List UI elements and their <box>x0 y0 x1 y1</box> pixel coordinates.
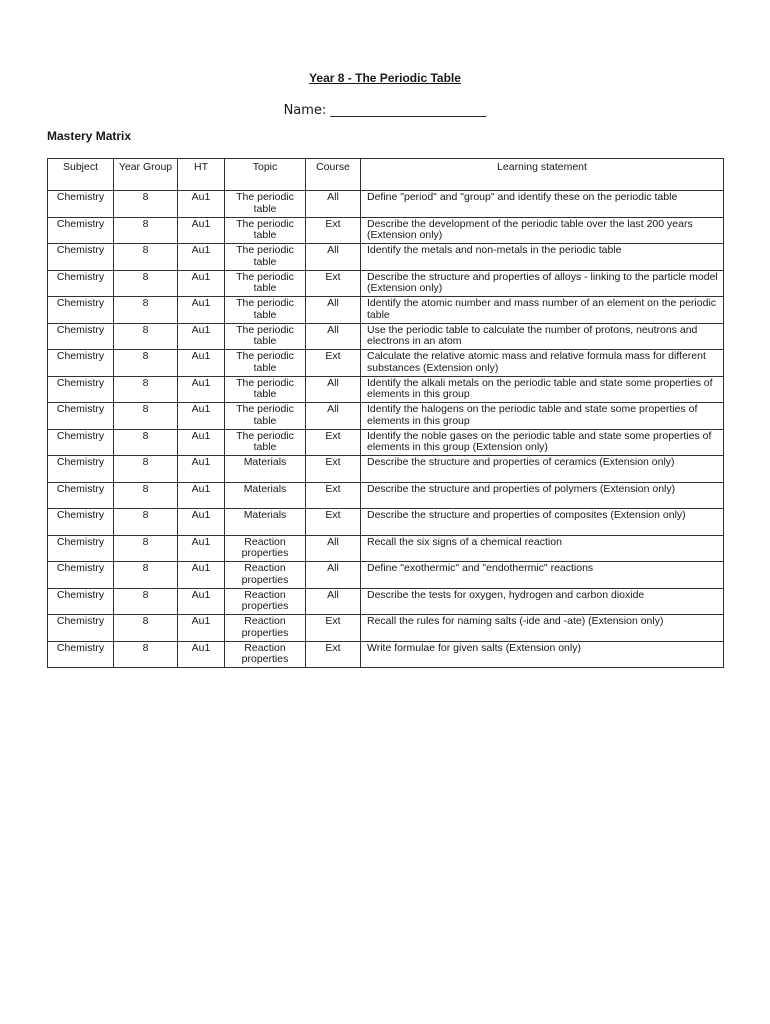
table-row <box>48 217 724 244</box>
topic-cell: Materials <box>225 482 306 509</box>
subject-cell: Chemistry <box>48 191 114 218</box>
learning-statement-cell: Describe the structure and properties of polymers (Extension only) <box>361 482 724 509</box>
course-cell: Ext <box>306 350 361 377</box>
course-cell: Ext <box>306 456 361 483</box>
header-year-group: Year Group <box>114 159 178 191</box>
ht-cell: Au1 <box>178 615 225 642</box>
year-group-cell: 8 <box>114 323 178 350</box>
ht-cell: Au1 <box>178 562 225 589</box>
learning-statement-cell: Describe the structure and properties of composites (Extension only) <box>361 509 724 536</box>
topic-cell: The periodic table <box>225 270 306 297</box>
table-row <box>48 482 724 509</box>
topic-cell: The periodic table <box>225 429 306 456</box>
subject-cell: Chemistry <box>48 456 114 483</box>
header-course: Course <box>306 159 361 191</box>
year-group-cell: 8 <box>114 535 178 562</box>
ht-cell: Au1 <box>178 456 225 483</box>
topic-cell: The periodic table <box>225 323 306 350</box>
subject-cell: Chemistry <box>48 615 114 642</box>
table-row <box>48 323 724 350</box>
table-row <box>48 588 724 615</box>
subject-cell: Chemistry <box>48 562 114 589</box>
ht-cell: Au1 <box>178 217 225 244</box>
year-group-cell: 8 <box>114 217 178 244</box>
subject-cell: Chemistry <box>48 217 114 244</box>
table-row <box>48 350 724 377</box>
learning-statement-cell: Describe the development of the periodic table over the last 200 years (Extension only) <box>361 217 724 244</box>
topic-cell: Materials <box>225 456 306 483</box>
ht-cell: Au1 <box>178 588 225 615</box>
course-cell: Ext <box>306 615 361 642</box>
ht-cell: Au1 <box>178 270 225 297</box>
learning-statement-cell: Describe the structure and properties of ceramics (Extension only) <box>361 456 724 483</box>
learning-statement-cell: Identify the metals and non-metals in the periodic table <box>361 244 724 271</box>
ht-cell: Au1 <box>178 297 225 324</box>
year-group-cell: 8 <box>114 562 178 589</box>
learning-statement-cell: Use the periodic table to calculate the number of protons, neutrons and electrons in an atom <box>361 323 724 350</box>
subject-cell: Chemistry <box>48 509 114 536</box>
topic-cell: The periodic table <box>225 376 306 403</box>
year-group-cell: 8 <box>114 244 178 271</box>
year-group-cell: 8 <box>114 191 178 218</box>
topic-cell: The periodic table <box>225 191 306 218</box>
learning-statement-cell: Identify the atomic number and mass number of an element on the periodic table <box>361 297 724 324</box>
topic-cell: The periodic table <box>225 403 306 430</box>
ht-cell: Au1 <box>178 350 225 377</box>
learning-statement-cell: Define "exothermic" and "endothermic" reactions <box>361 562 724 589</box>
table-body <box>48 191 724 668</box>
year-group-cell: 8 <box>114 588 178 615</box>
name-field-label: Name: ________________________ <box>283 103 487 118</box>
table-row <box>48 297 724 324</box>
course-cell: All <box>306 323 361 350</box>
ht-cell: Au1 <box>178 509 225 536</box>
year-group-cell: 8 <box>114 509 178 536</box>
ht-cell: Au1 <box>178 429 225 456</box>
topic-cell: The periodic table <box>225 297 306 324</box>
subject-cell: Chemistry <box>48 641 114 668</box>
table-row <box>48 270 724 297</box>
course-cell: Ext <box>306 509 361 536</box>
table-row <box>48 535 724 562</box>
ht-cell: Au1 <box>178 403 225 430</box>
course-cell: All <box>306 191 361 218</box>
course-cell: All <box>306 297 361 324</box>
learning-statement-cell: Describe the tests for oxygen, hydrogen and carbon dioxide <box>361 588 724 615</box>
learning-statement-cell: Define "period" and "group" and identify these on the periodic table <box>361 191 724 218</box>
header-topic: Topic <box>225 159 306 191</box>
course-cell: Ext <box>306 270 361 297</box>
course-cell: All <box>306 376 361 403</box>
ht-cell: Au1 <box>178 641 225 668</box>
subject-cell: Chemistry <box>48 403 114 430</box>
ht-cell: Au1 <box>178 482 225 509</box>
table-row <box>48 191 724 218</box>
table-row <box>48 562 724 589</box>
year-group-cell: 8 <box>114 456 178 483</box>
table-row <box>48 641 724 668</box>
learning-statement-cell: Identify the alkali metals on the periodic table and state some properties of elements in this group <box>361 376 724 403</box>
course-cell: Ext <box>306 482 361 509</box>
learning-statement-cell: Recall the six signs of a chemical reaction <box>361 535 724 562</box>
subject-cell: Chemistry <box>48 244 114 271</box>
subject-cell: Chemistry <box>48 323 114 350</box>
ht-cell: Au1 <box>178 535 225 562</box>
table-row <box>48 509 724 536</box>
header-ht: HT <box>178 159 225 191</box>
header-learning-statement: Learning statement <box>361 159 724 191</box>
table-row <box>48 244 724 271</box>
subject-cell: Chemistry <box>48 429 114 456</box>
topic-cell: Reaction properties <box>225 615 306 642</box>
table-row <box>48 403 724 430</box>
year-group-cell: 8 <box>114 270 178 297</box>
ht-cell: Au1 <box>178 244 225 271</box>
section-title: Mastery Matrix <box>47 129 132 143</box>
course-cell: Ext <box>306 641 361 668</box>
topic-cell: The periodic table <box>225 350 306 377</box>
subject-cell: Chemistry <box>48 535 114 562</box>
year-group-cell: 8 <box>114 482 178 509</box>
subject-cell: Chemistry <box>48 270 114 297</box>
year-group-cell: 8 <box>114 615 178 642</box>
year-group-cell: 8 <box>114 297 178 324</box>
learning-statement-cell: Identify the halogens on the periodic table and state some properties of elements in this group <box>361 403 724 430</box>
document-title: Year 8 - The Periodic Table <box>309 71 461 85</box>
ht-cell: Au1 <box>178 376 225 403</box>
year-group-cell: 8 <box>114 403 178 430</box>
year-group-cell: 8 <box>114 641 178 668</box>
course-cell: All <box>306 244 361 271</box>
topic-cell: The periodic table <box>225 217 306 244</box>
course-cell: All <box>306 562 361 589</box>
subject-cell: Chemistry <box>48 350 114 377</box>
table-row <box>48 615 724 642</box>
table-row <box>48 456 724 483</box>
subject-cell: Chemistry <box>48 482 114 509</box>
year-group-cell: 8 <box>114 376 178 403</box>
ht-cell: Au1 <box>178 323 225 350</box>
mastery-matrix-table <box>47 158 724 668</box>
topic-cell: Reaction properties <box>225 535 306 562</box>
year-group-cell: 8 <box>114 429 178 456</box>
topic-cell: Reaction properties <box>225 562 306 589</box>
ht-cell: Au1 <box>178 191 225 218</box>
learning-statement-cell: Identify the noble gases on the periodic table and state some properties of elements in this group (Extension only) <box>361 429 724 456</box>
header-subject: Subject <box>48 159 114 191</box>
learning-statement-cell: Calculate the relative atomic mass and relative formula mass for different substances (Extension only) <box>361 350 724 377</box>
subject-cell: Chemistry <box>48 297 114 324</box>
course-cell: All <box>306 588 361 615</box>
table-header-row <box>48 159 724 191</box>
learning-statement-cell: Describe the structure and properties of alloys - linking to the particle model (Extension only) <box>361 270 724 297</box>
subject-cell: Chemistry <box>48 376 114 403</box>
year-group-cell: 8 <box>114 350 178 377</box>
learning-statement-cell: Write formulae for given salts (Extension only) <box>361 641 724 668</box>
subject-cell: Chemistry <box>48 588 114 615</box>
course-cell: Ext <box>306 429 361 456</box>
course-cell: Ext <box>306 217 361 244</box>
topic-cell: Reaction properties <box>225 641 306 668</box>
table-row <box>48 429 724 456</box>
topic-cell: The periodic table <box>225 244 306 271</box>
topic-cell: Reaction properties <box>225 588 306 615</box>
learning-statement-cell: Recall the rules for naming salts (-ide and -ate) (Extension only) <box>361 615 724 642</box>
course-cell: All <box>306 535 361 562</box>
course-cell: All <box>306 403 361 430</box>
table-row <box>48 376 724 403</box>
topic-cell: Materials <box>225 509 306 536</box>
